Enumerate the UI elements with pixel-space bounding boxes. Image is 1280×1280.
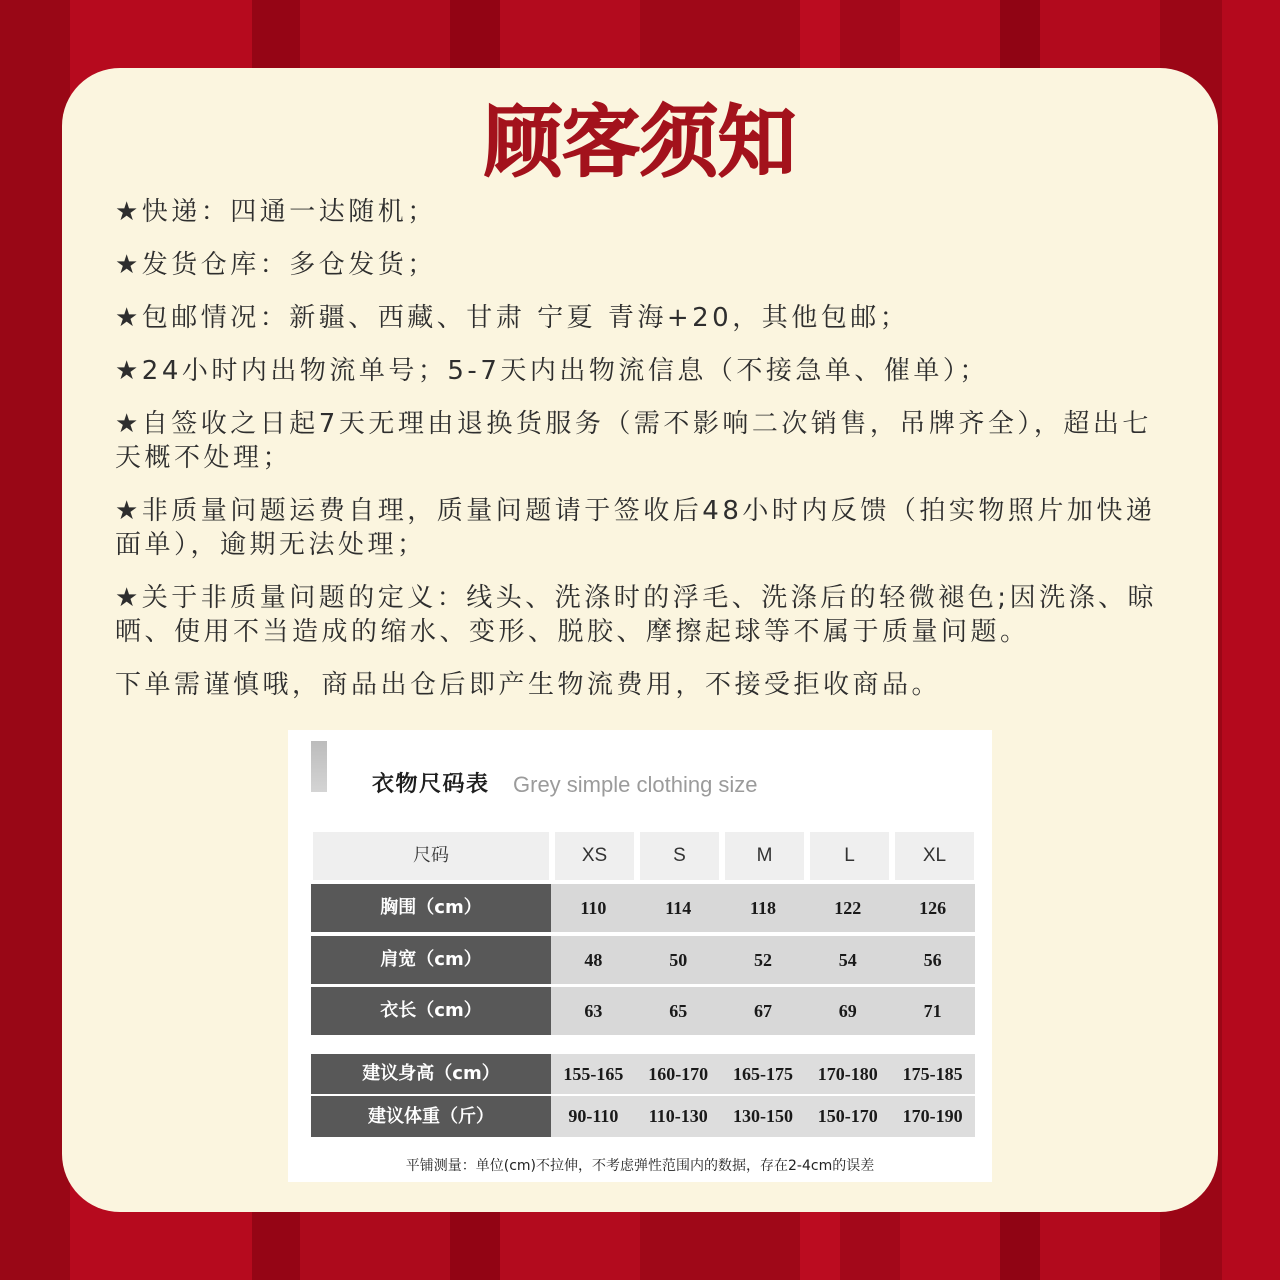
table-cell: 170-190 xyxy=(902,1106,963,1126)
row-label-length: 衣长（cm） xyxy=(311,987,551,1035)
row-values xyxy=(551,987,975,1035)
table-cell: 65 xyxy=(669,1001,688,1021)
notice-item-returns: ★自签收之日起7天无理由退换货服务（需不影响二次销售，吊牌齐全），超出七天概不处理； xyxy=(115,409,1152,473)
header-cell-xs: XS xyxy=(555,832,634,880)
table-cell: 71 xyxy=(923,1001,942,1021)
table-cell: 110 xyxy=(580,898,607,918)
table-cell: 150-170 xyxy=(817,1106,878,1126)
table-cell: 165-175 xyxy=(732,1064,793,1084)
table-cell: 67 xyxy=(753,1001,772,1021)
notice-item-non-quality-definition: ★关于非质量问题的定义：线头、洗涤时的浮毛、洗涤后的轻微褪色;因洗涤、晾晒、使用不当造成的缩水、变形、脱胶、摩擦起球等不属于质量问题。 xyxy=(115,583,1158,647)
table-row xyxy=(311,936,975,984)
table-cell: 122 xyxy=(834,898,862,918)
table-cell: 56 xyxy=(923,950,942,970)
row-values xyxy=(551,1096,975,1137)
size-chart xyxy=(288,730,992,1182)
table-cell: 90-110 xyxy=(568,1106,619,1126)
notice-item-quality-issues: ★非质量问题运费自理，质量问题请于签收后48小时内反馈（拍实物照片加快递面单），逾期无法处理； xyxy=(115,496,1156,560)
table-row xyxy=(311,1054,975,1094)
table-cell: 130-150 xyxy=(732,1106,793,1126)
table-cell: 69 xyxy=(838,1001,857,1021)
row-values xyxy=(551,936,975,984)
header-cell-size: 尺码 xyxy=(313,832,549,880)
size-chart-subtitle: Grey simple clothing size xyxy=(513,772,758,797)
row-label-recommended-weight: 建议体重（斤） xyxy=(311,1096,551,1137)
header-cell-l: L xyxy=(810,832,889,880)
table-cell: 160-170 xyxy=(648,1064,709,1084)
row-values xyxy=(551,884,975,932)
table-cell: 110-130 xyxy=(648,1106,708,1126)
header-cell-m: M xyxy=(725,832,804,880)
table-cell: 114 xyxy=(665,898,692,918)
table-cell: 50 xyxy=(669,950,688,970)
row-label-chest: 胸围（cm） xyxy=(311,884,551,932)
row-values xyxy=(551,1054,975,1094)
notice-item-tracking: ★24小时内出物流单号；5-7天内出物流信息（不接急单、催单）； xyxy=(115,356,989,386)
table-row xyxy=(311,987,975,1035)
page-title: 顾客须知 xyxy=(483,98,796,188)
table-cell: 54 xyxy=(838,950,857,970)
table-cell: 175-185 xyxy=(902,1064,963,1084)
row-label-shoulder: 肩宽（cm） xyxy=(311,936,551,984)
table-cell: 118 xyxy=(749,898,776,918)
notice-item-shipping: ★快递：四通一达随机； xyxy=(115,197,437,227)
size-chart-header-row xyxy=(313,832,974,880)
notice-list xyxy=(115,195,1177,721)
notice-item-free-shipping: ★包邮情况：新疆、西藏、甘肃 宁夏 青海+20，其他包邮； xyxy=(115,303,910,333)
table-row xyxy=(311,884,975,932)
header-cell-xl: XL xyxy=(895,832,974,880)
table-cell: 63 xyxy=(584,1001,603,1021)
table-cell: 48 xyxy=(584,950,603,970)
table-cell: 155-165 xyxy=(563,1064,624,1084)
header-cell-s: S xyxy=(640,832,719,880)
table-cell: 52 xyxy=(753,950,772,970)
notice-item-order-caution: 下单需谨慎哦，商品出仓后即产生物流费用，不接受拒收商品。 xyxy=(115,670,942,700)
notice-item-warehouse: ★发货仓库：多仓发货； xyxy=(115,250,437,280)
size-chart-accent-bar xyxy=(311,741,327,792)
size-chart-footnote: 平铺测量：单位(cm)不拉伸，不考虑弹性范围内的数据，存在2-4cm的误差 xyxy=(405,1158,875,1174)
size-chart-title: 衣物尺码表 xyxy=(372,772,490,797)
table-cell: 126 xyxy=(919,898,947,918)
row-label-recommended-height: 建议身高（cm） xyxy=(311,1054,551,1094)
table-row xyxy=(311,1096,975,1137)
notice-card xyxy=(62,68,1218,1212)
table-cell: 170-180 xyxy=(817,1064,878,1084)
